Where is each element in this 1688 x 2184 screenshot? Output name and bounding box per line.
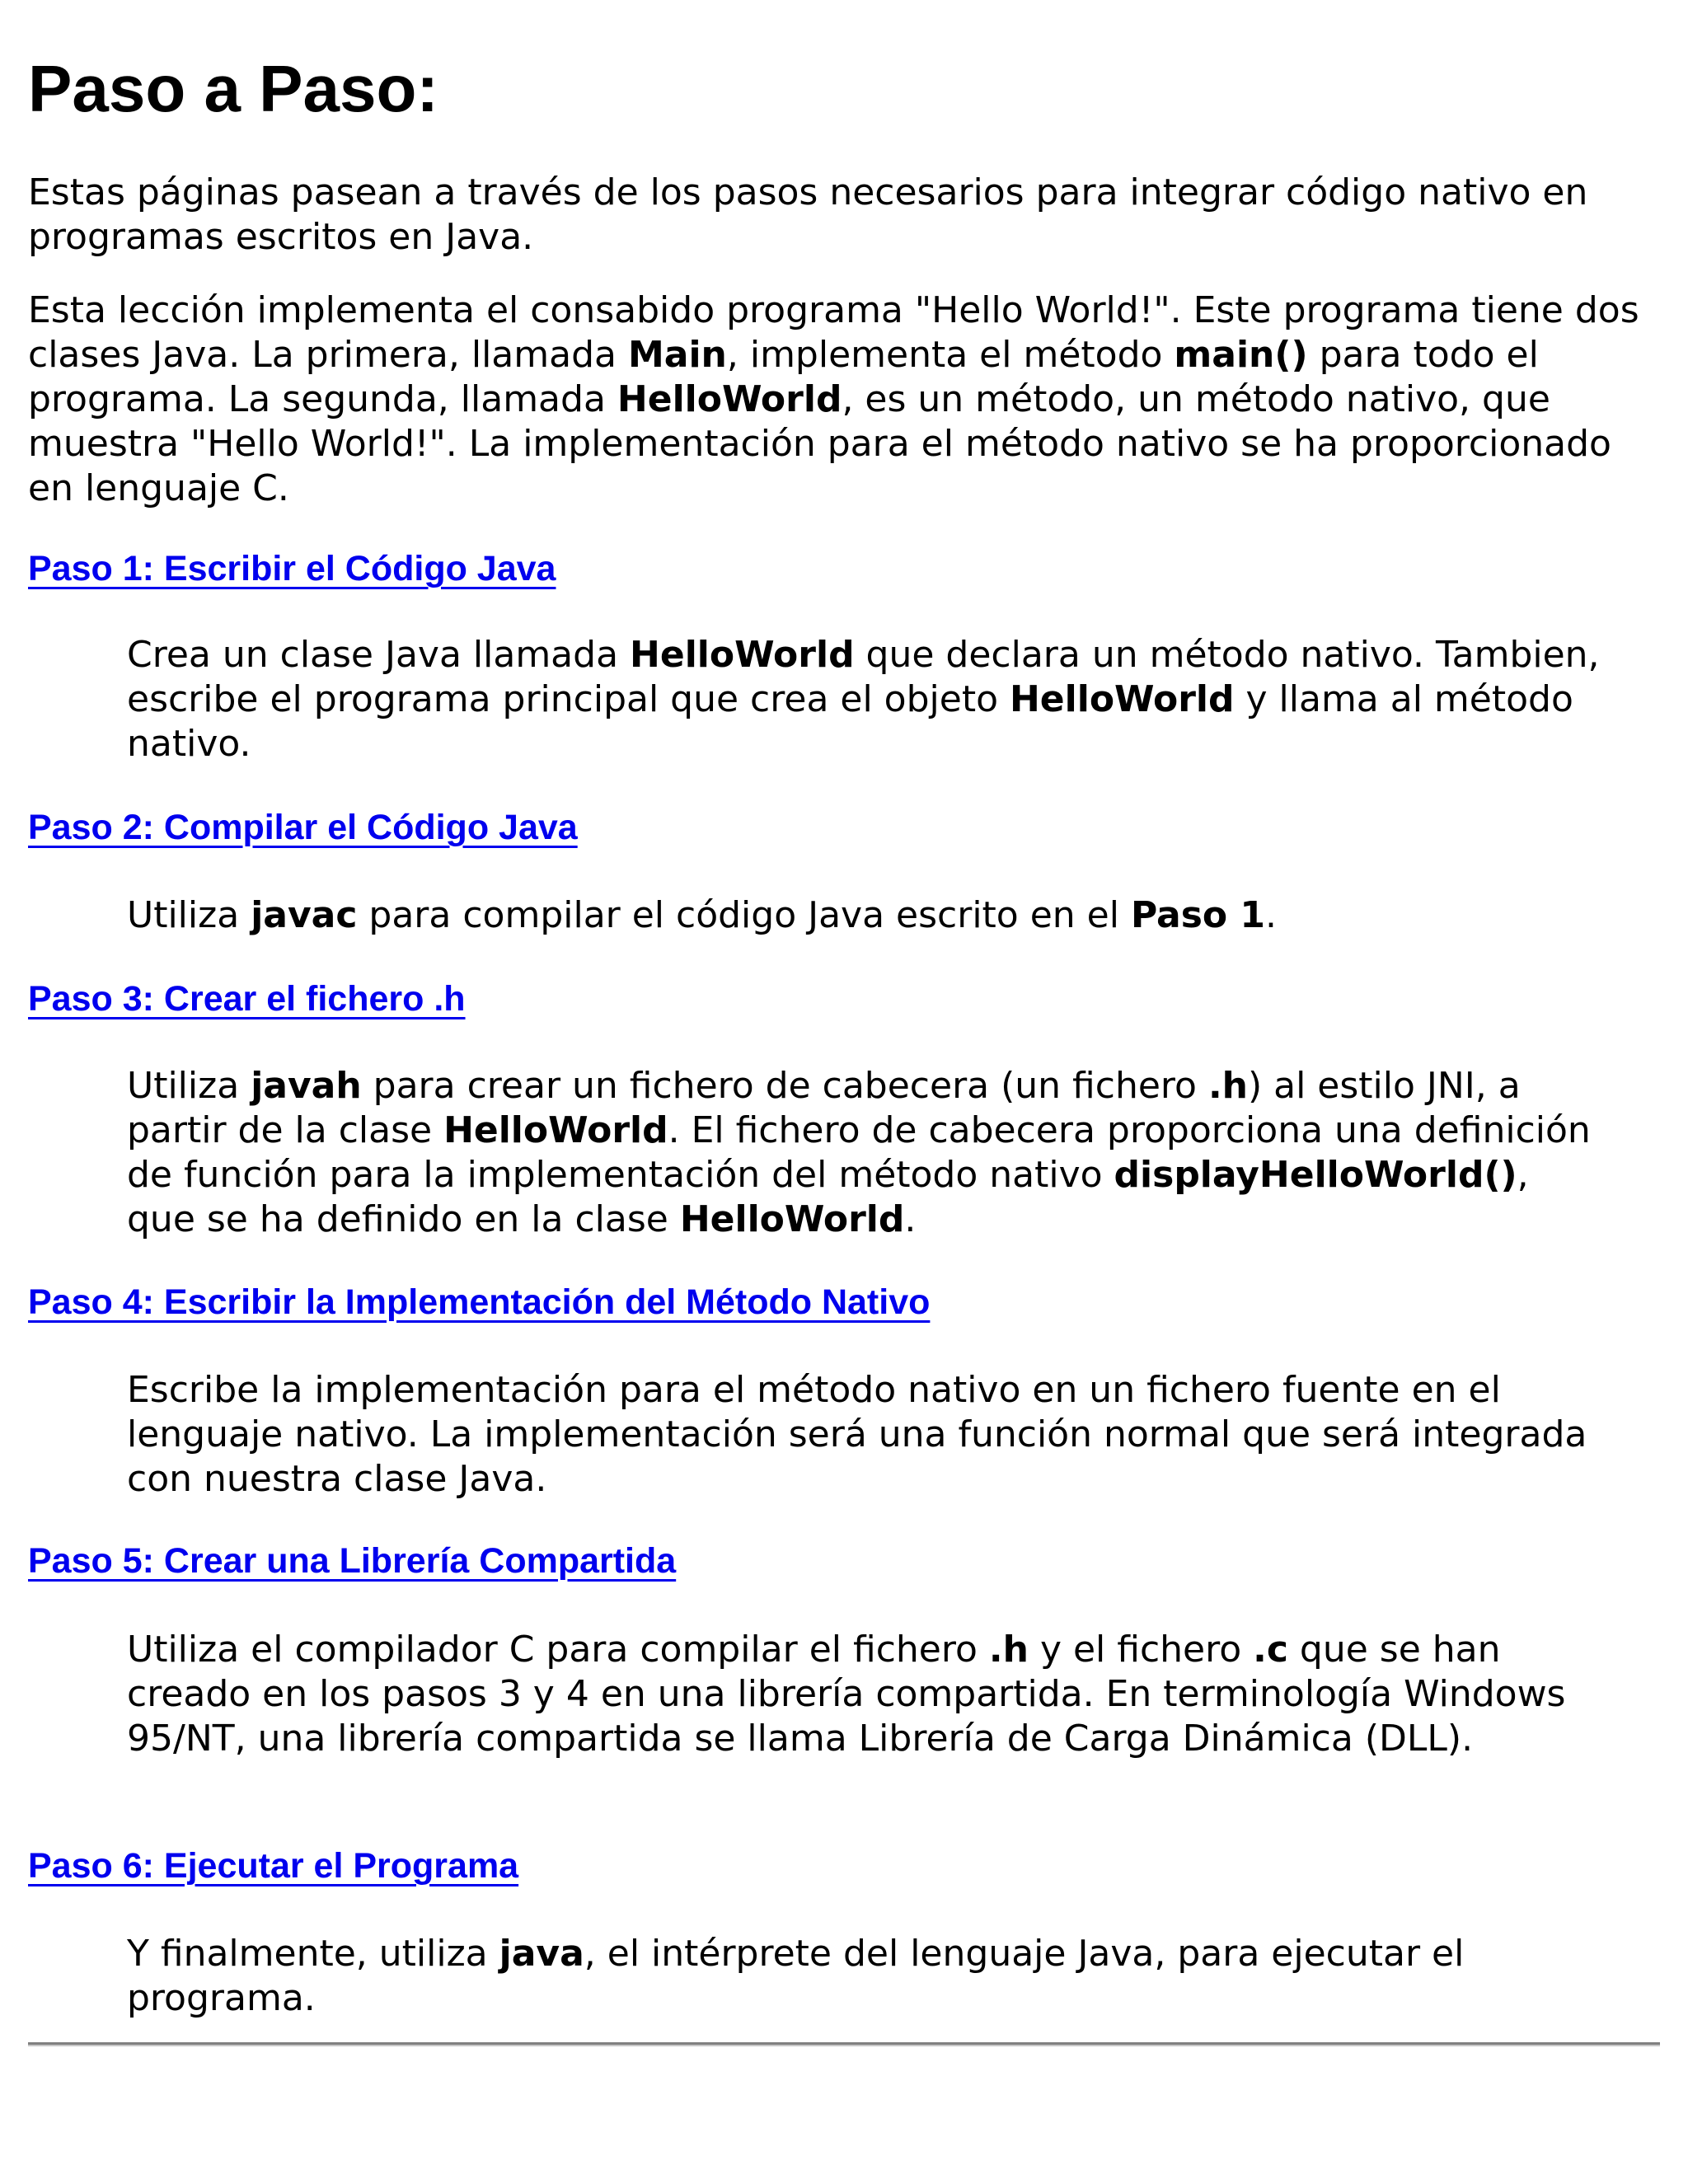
page-title: Paso a Paso:	[28, 52, 439, 125]
intro-paragraph-1: Estas páginas pasean a través de los pasos necesarios para integrar código nativo en programas escritos en Java.	[28, 171, 1588, 258]
intro-paragraph-2: Esta lección implementa el consabido programa "Hello World!". Este programa tiene dos clases Java. La primera, llamada Main, implementa el método main() para todo el programa. La segunda, llamada HelloWorld, es un método, un método nativo, que muestra "Hello World!". La implementación para el método nativo se ha proporcionado en lenguaje C.	[28, 289, 1639, 509]
method-name-main: main()	[1174, 334, 1308, 376]
step-1-link[interactable]: Paso 1: Escribir el Código Java	[28, 549, 556, 588]
step-2-link[interactable]: Paso 2: Compilar el Código Java	[28, 808, 578, 847]
step-1-description: Crea un clase Java llamada HelloWorld que declara un método nativo. Tambien, escribe el programa principal que crea el objeto HelloWorld y llama al método nativo.	[127, 634, 1600, 765]
step-3-description: Utiliza javah para crear un fichero de cabecera (un fichero .h) al estilo JNI, a partir de la clase HelloWorld. El fichero de cabecera proporciona una definición de función para la implementación del método nativo displayHelloWorld(), que se ha definido en la clase HelloWorld.	[127, 1065, 1591, 1240]
step-6-description: Y finalmente, utiliza java, el intérprete del lenguaje Java, para ejecutar el programa.	[127, 1933, 1465, 2019]
class-name-main: Main	[627, 334, 727, 376]
step-5-link[interactable]: Paso 5: Crear una Librería Compartida	[28, 1541, 677, 1581]
class-name-helloworld: HelloWorld	[617, 378, 842, 420]
step-5-description: Utiliza el compilador C para compilar el fichero .h y el fichero .c que se han creado en los pasos 3 y 4 en una librería compartida. En terminología Windows 95/NT, una librería compartida se llama Librería de Carga Dinámica (DLL).	[127, 1629, 1566, 1760]
step-4-description: Escribe la implementación para el método nativo en un fichero fuente en el lenguaje nativo. La implementación será una función normal que será integrada con nuestra clase Java.	[127, 1369, 1587, 1500]
step-2-description: Utiliza javac para compilar el código Java escrito en el Paso 1.	[127, 894, 1278, 936]
step-6-link[interactable]: Paso 6: Ejecutar el Programa	[28, 1846, 519, 1886]
step-4-link[interactable]: Paso 4: Escribir la Implementación del Método Nativo	[28, 1282, 931, 1322]
step-3-link[interactable]: Paso 3: Crear el fichero .h	[28, 979, 466, 1019]
horizontal-rule	[28, 2042, 1660, 2046]
